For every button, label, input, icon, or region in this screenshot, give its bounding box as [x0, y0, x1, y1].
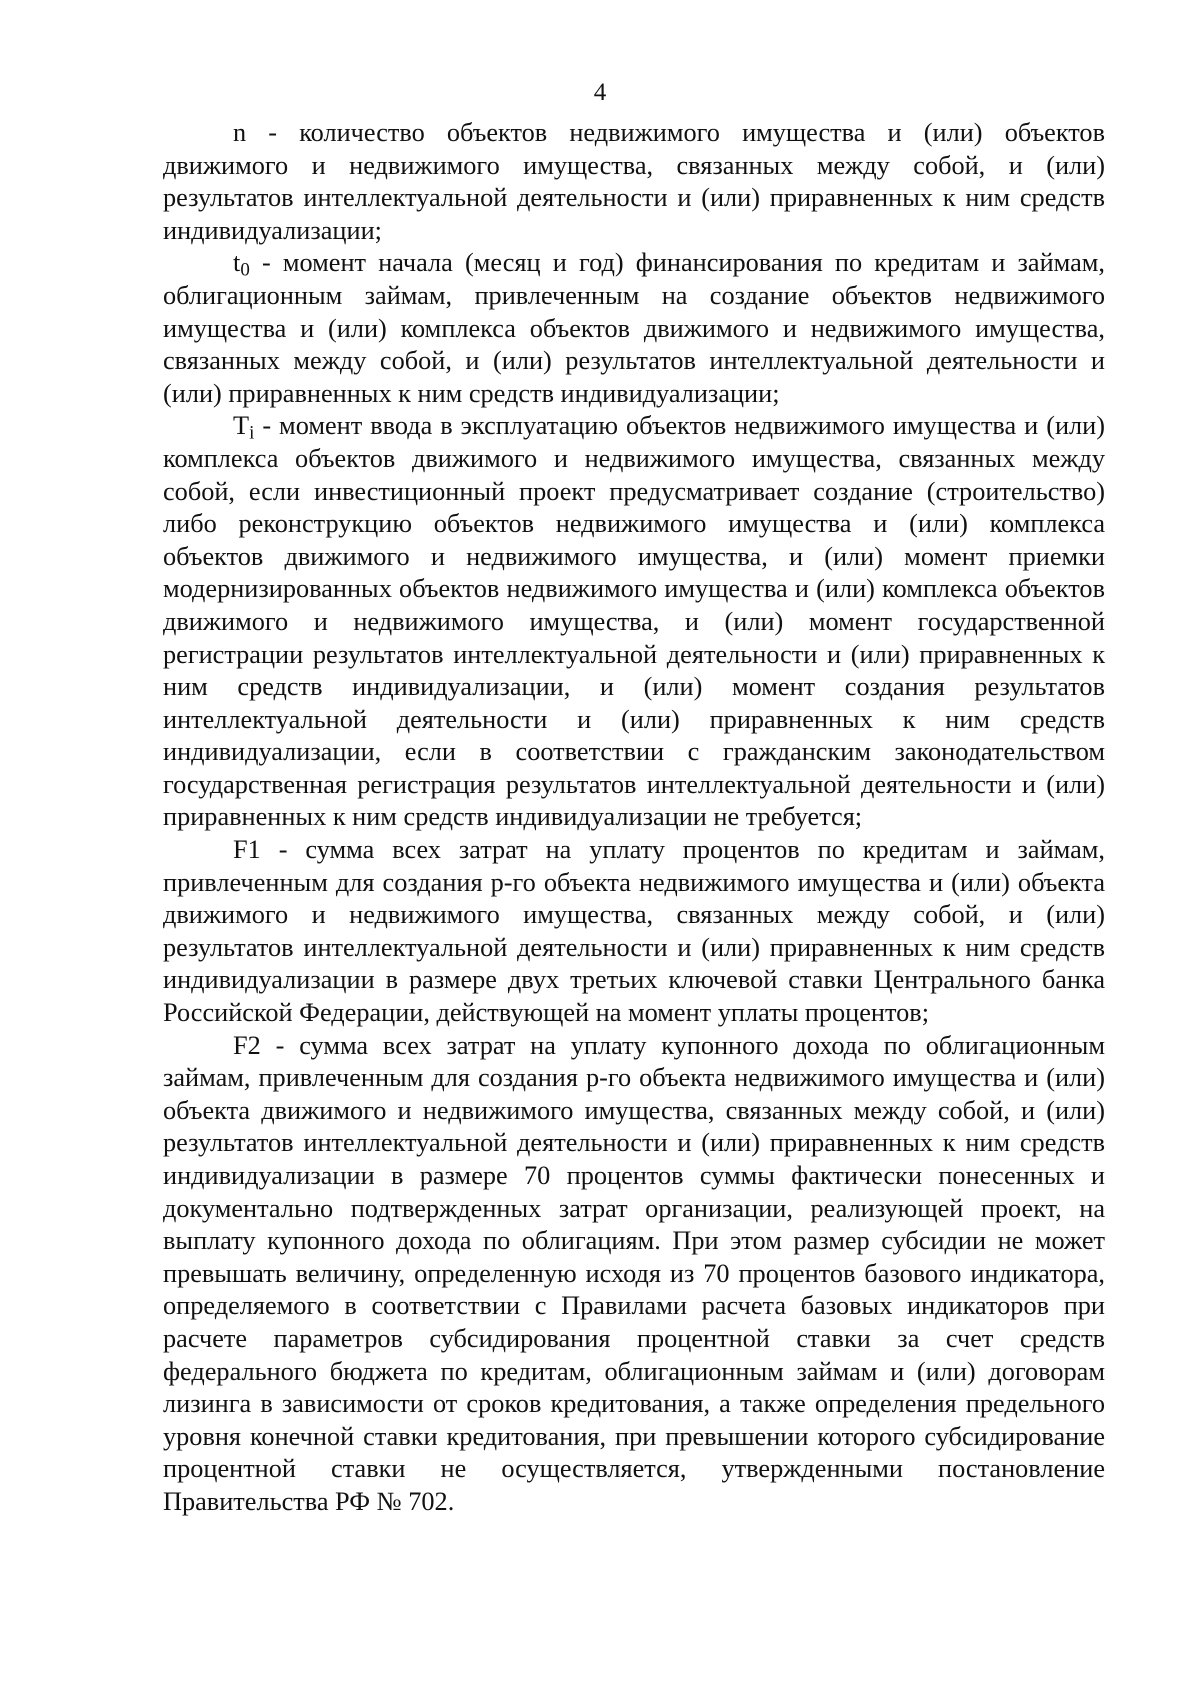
definition-f1 [163, 834, 1105, 1030]
definition-ti-text: - момент ввода в эксплуатацию объектов недвижимого имущества и (или) комплекса объектов движимого и недвижимого имущества, связанных между собой, если инвестиционный проект предусматривает создание (строительство) либо реконструкцию объектов недвижимого имущества и (или) комплекса объектов движимого и недвижимого имущества, и (или) момент приемки модернизированных объектов недвижимого имущества и (или) комплекса объектов движимого и недвижимого имущества, и (или) момент государственной регистрации результатов интеллектуальной деятельности и (или) приравненных к ним средств индивидуализации, и (или) момент создания результатов интеллектуальной деятельности и (или) приравненных к ним средств индивидуализации, если в соответствии с гражданским законодательством государственная регистрация результатов интеллектуальной деятельности и (или) приравненных к ним средств индивидуализации не требуется; [163, 411, 1105, 832]
page-number: 4 [593, 79, 607, 106]
symbol-f1: F1 [233, 835, 261, 865]
subscript-t0: 0 [240, 260, 250, 282]
definition-n-text: - количество объектов недвижимого имущества и (или) объектов движимого и недвижимого имущества, связанных между собой, и (или) результатов интеллектуальной деятельности и (или) приравненных к ним средств индивидуализации; [163, 118, 1105, 245]
definition-f2-text: - сумма всех затрат на уплату купонного дохода по облигационным займам, привлеченным для создания p-го объекта недвижимого имущества и (или) объекта движимого и недвижимого имущества, связанных между собой, и (или) результатов интеллектуальной деятельности и (или) приравненных к ним средств индивидуализации в размере 70 процентов суммы фактически понесенных и документально подтвержденных затрат организации, реализующей проект, на выплату купонного дохода по облигациям. При этом размер субсидии не может превышать величину, определенную исходя из 70 процентов базового индикатора, определяемого в соответствии с Правилами расчета базовых индикаторов при расчете параметров субсидирования процентной ставки за счет средств федерального бюджета по кредитам, облигационным займам и (или) договорам лизинга в зависимости от сроков кредитования, а также определения предельного уровня конечной ставки кредитования, при превышении которого субсидирование процентной ставки не осуществляется, утвержденными постановление Правительства РФ № 702. [163, 1030, 1105, 1516]
symbol-n: n [233, 118, 247, 147]
definition-t0-text: - момент начала (месяц и год) финансирования по кредитам и займам, облигационным займам, привлеченным на создание объектов недвижимого имущества и (или) комплекса объектов движимого и недвижимого имущества, связанных между собой, и (или) результатов интеллектуальной деятельности и (или) приравненных к ним средств индивидуализации; [163, 248, 1105, 408]
definition-f1-text: - сумма всех затрат на уплату процентов по кредитам и займам, привлеченным для создания p-го объекта недвижимого имущества и (или) объекта движимого и недвижимого имущества, связанных между собой, и (или) результатов интеллектуальной деятельности и (или) приравненных к ним средств индивидуализации в размере двух третьих ключевой ставки Центрального банка Российской Федерации, действующей на момент уплаты процентов; [163, 835, 1105, 1028]
definition-t0 [163, 247, 1105, 410]
symbol-ti: T [233, 411, 250, 441]
symbol-f2: F2 [233, 1030, 261, 1060]
symbol-t0: t [233, 248, 241, 278]
definition-n [163, 117, 1105, 247]
subscript-ti: i [249, 423, 255, 445]
definition-f2 [163, 1030, 1105, 1519]
document-body [163, 117, 1105, 1519]
definition-ti [163, 410, 1105, 834]
